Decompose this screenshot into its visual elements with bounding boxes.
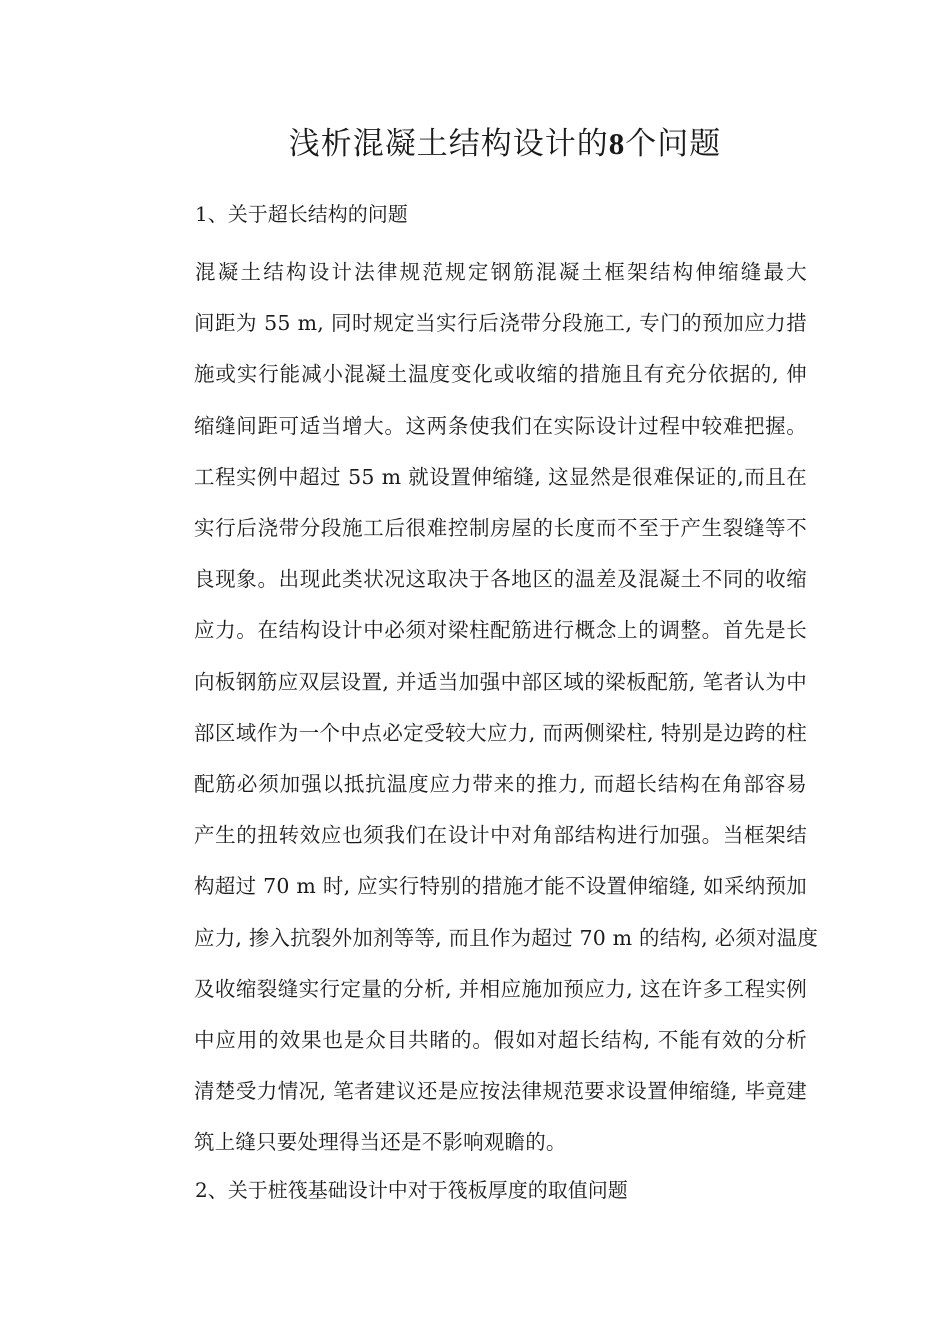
section-1-paragraph bbox=[152, 247, 819, 1169]
paragraph-line: 混凝土结构设计法律规范规定钢筋混凝土框架结构伸缩缝最大 bbox=[195, 260, 807, 284]
section-2-heading: 2、关于桩筏基础设计中对于筏板厚度的取值问题 bbox=[195, 1178, 628, 1202]
paragraph-line: 应力。在结构设计中必须对梁柱配筋进行概念上的调整。首先是长 bbox=[194, 618, 807, 643]
title-number: 8 bbox=[608, 126, 626, 161]
paragraph-line: 工程实例中超过 55 m 就设置伸缩缝, 这显然是很难保证的,而且在 bbox=[194, 464, 807, 489]
paragraph-line: 缩缝间距可适当增大。这两条使我们在实际设计过程中较难把握。 bbox=[194, 413, 807, 438]
paragraph-line: 配筋必须加强以抵抗温度应力带来的推力, 而超长结构在角部容易 bbox=[194, 772, 807, 797]
paragraph-line: 良现象。出现此类状况这取决于各地区的温差及混凝土不同的收缩 bbox=[194, 567, 807, 592]
paragraph-line: 施或实行能减小混凝土温度变化或收缩的措施且有充分依据的, 伸 bbox=[194, 362, 807, 387]
paragraph-line: 向板钢筋应双层设置, 并适当加强中部区域的梁板配筋, 笔者认为中 bbox=[194, 669, 807, 694]
paragraph-line: 应力, 掺入抗裂外加剂等等, 而且作为超过 70 m 的结构, 必须对温度 bbox=[194, 925, 819, 950]
paragraph-line: 产生的扭转效应也须我们在设计中对角部结构进行加强。当框架结 bbox=[194, 823, 807, 848]
section-1-heading: 1、关于超长结构的问题 bbox=[195, 202, 408, 226]
paragraph-line: 中应用的效果也是众目共睹的。假如对超长结构, 不能有效的分析 bbox=[194, 1028, 807, 1053]
paragraph-line: 清楚受力情况, 笔者建议还是应按法律规范要求设置伸缩缝, 毕竟建 bbox=[194, 1079, 807, 1104]
title-suffix: 个问题 bbox=[625, 126, 722, 162]
paragraph-line: 筑上缝只要处理得当还是不影响观瞻的。 bbox=[194, 1130, 567, 1155]
paragraph-line: 部区域作为一个中点必定受较大应力, 而两侧梁柱, 特别是边跨的柱 bbox=[194, 720, 807, 745]
title-prefix: 浅析混凝土结构设计的 bbox=[288, 126, 609, 162]
paragraph-line: 实行后浇带分段施工后很难控制房屋的长度而不至于产生裂缝等不 bbox=[194, 516, 807, 541]
paragraph-line: 及收缩裂缝实行定量的分析, 并相应施加预应力, 这在许多工程实例 bbox=[194, 976, 807, 1001]
document-title bbox=[0, 120, 950, 168]
paragraph-line: 间距为 55 m, 同时规定当实行后浇带分段施工, 专门的预加应力措 bbox=[194, 311, 807, 336]
paragraph-line: 构超过 70 m 时, 应实行特别的措施才能不设置伸缩缝, 如采纳预加 bbox=[194, 874, 807, 899]
